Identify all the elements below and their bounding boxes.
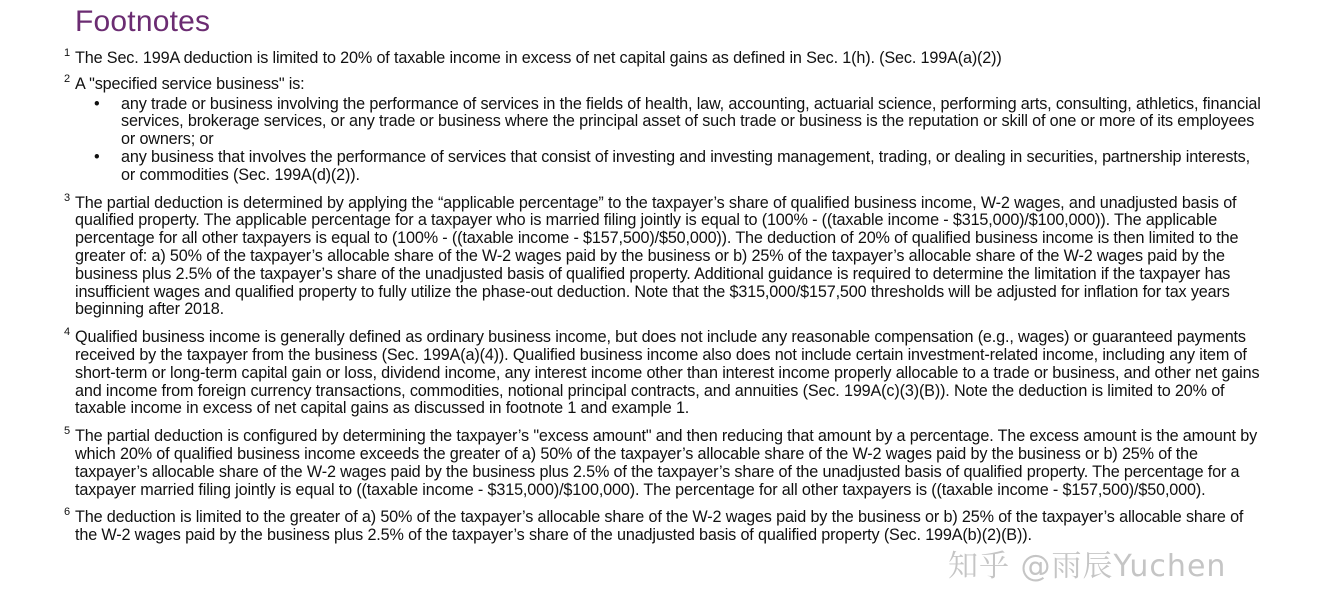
footnotes-list: [64, 48, 1264, 545]
footnote-5: [64, 425, 1264, 499]
footnote-text: Qualified business income is generally defined as ordinary business income, but does not include any reasonable compensation (e.g., wages) or guaranteed payments received by the taxpayer from the business (Sec. 199A(a)(4)). Qualified business income also does not include certain investment-related income, including any item of short-term or long-term capital gain or loss, dividend income, any interest income other than interest income properly allocable to a trade or business, and other net gains and income from foreign currency transactions, commodities, notional principal contracts, and annuities (Sec. 199A(c)(3)(B)). Note the deduction is limited to 20% of taxable income in excess of net capital gains as discussed in footnote 1 and example 1.: [75, 328, 1260, 418]
footnote-3: [64, 191, 1264, 320]
list-item-text: any business that involves the performance of services that consist of investing and investing management, trading, or dealing in securities, partnership interests, or commodities (Sec. 199A(d)(2)).: [121, 147, 1250, 184]
specified-service-list: [75, 96, 1264, 185]
list-item: [94, 94, 1264, 149]
footnote-2: [64, 72, 1264, 185]
footnote-number: 1: [64, 47, 70, 59]
footnote-text: The Sec. 199A deduction is limited to 20% of taxable income in excess of net capital gains as defined in Sec. 1(h). (Sec. 199A(a)(2)): [75, 49, 1002, 67]
page-title: Footnotes: [75, 5, 211, 38]
watermark: 知乎 @雨辰Yuchen: [948, 549, 1227, 584]
footnote-number: 2: [64, 72, 70, 85]
footnote-number: 6: [64, 506, 70, 519]
list-item: [94, 147, 1264, 185]
footnote-number: 5: [64, 425, 70, 438]
bullet-icon: •: [94, 147, 100, 166]
footnote-text: The partial deduction is determined by applying the “applicable percentage” to the taxpayer’s share of qualified business income, W-2 wages, and unadjusted basis of qualified property. The applicable percentage for a taxpayer who is married filing jointly is equal to (100% - ((taxable income - $315,000)/$100,000)). The applicable percentage for all other taxpayers is equal to (100% - ((taxable income - $157,500)/$50,000)). The deduction of 20% of qualified business income is then limited to the greater of: a) 50% of the taxpayer’s allocable share of the W-2 wages paid by the business or b) 25% of the taxpayer’s allocable share of the W-2 wages paid by the business plus 2.5% of the taxpayer’s share of the unadjusted basis of qualified property. Additional guidance is required to determine the limitation if the taxpayer has insufficient wages and qualified property to fully utilize the phase-out deduction. Note that the $315,000/$157,500 thresholds will be adjusted for inflation for tax years beginning after 2018.: [75, 193, 1239, 319]
footnote-number: 4: [64, 326, 70, 339]
footnote-6: [64, 506, 1264, 545]
footnote-number: 3: [64, 191, 70, 204]
footnote-text: The deduction is limited to the greater of a) 50% of the taxpayer’s allocable share of the W-2 wages paid by the business or b) 25% of the taxpayer’s allocable share of the W-2 wages paid by the business plus 2.5% of the taxpayer’s share of the unadjusted basis of qualified property (Sec. 199A(b)(2)(B)).: [75, 508, 1244, 545]
bullet-icon: •: [94, 94, 100, 113]
footnote-4: [64, 326, 1264, 418]
footnote-text: The partial deduction is configured by determining the taxpayer’s "excess amount" and then reducing that amount by a percentage. The excess amount is the amount by which 20% of qualified business income exceeds the greater of a) 50% of the taxpayer’s allocable share of the W-2 wages paid by the business or b) 25% of the taxpayer’s allocable share of the W-2 wages paid by the business plus 2.5% of the taxpayer’s share of the unadjusted basis of qualified property. The percentage for a taxpayer married filing jointly is equal to ((taxable income - $315,000)/$100,000). The percentage for all other taxpayers is ((taxable income - $157,500)/$50,000).: [75, 427, 1258, 499]
footnote-text: A "specified service business" is:: [75, 74, 305, 93]
footnote-1: [64, 47, 1264, 68]
list-item-text: any trade or business involving the performance of services in the fields of health, law, accounting, actuarial science, performing arts, consulting, athletics, financial services, brokerage services, or any trade or business where the principal asset of such trade or business is the reputation or skill of one or more of its employees or owners; or: [121, 94, 1261, 149]
